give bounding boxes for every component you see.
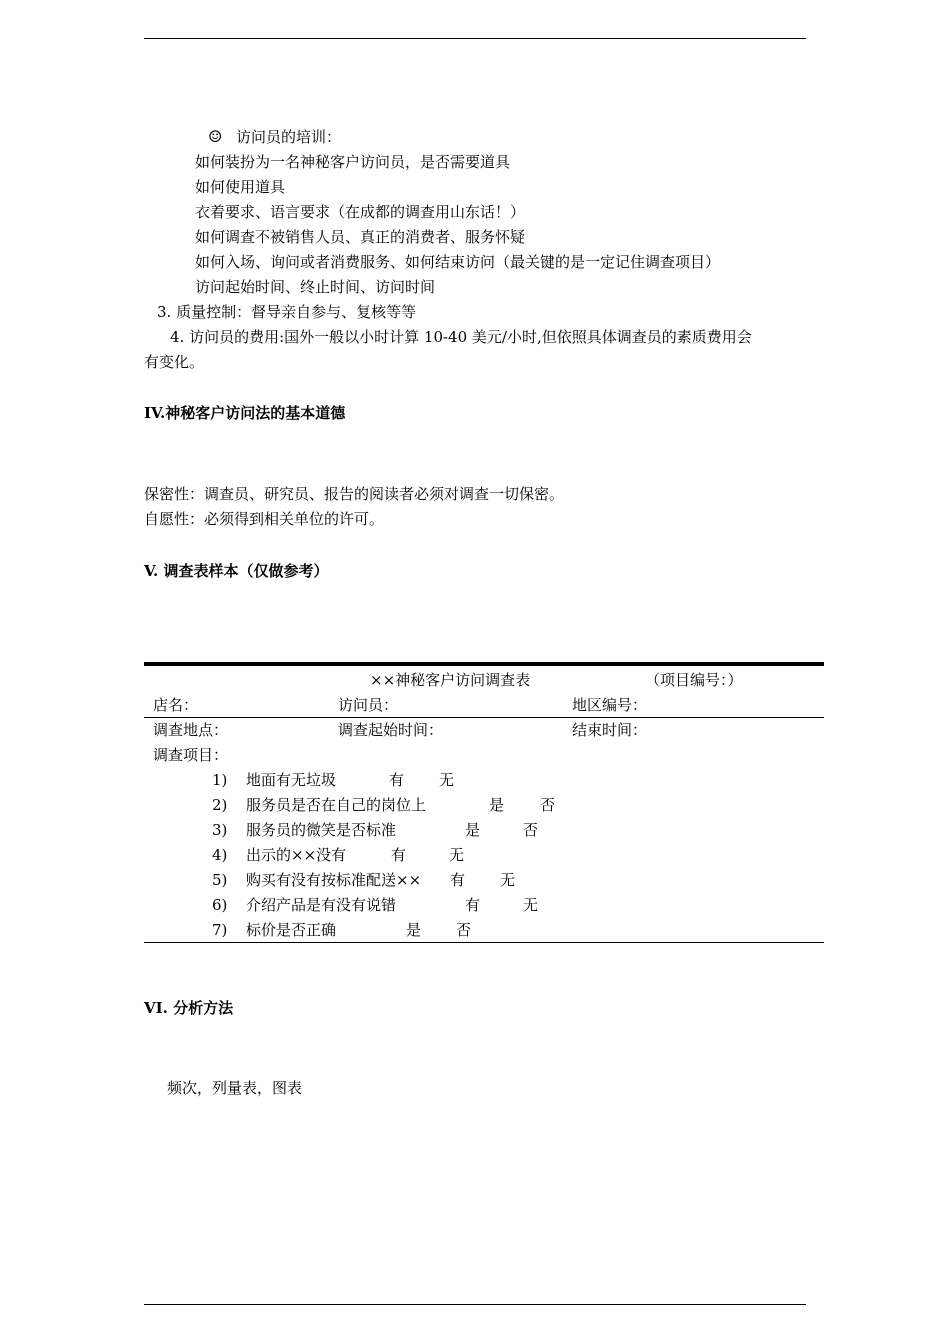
interviewer-label: 访问员： [338, 696, 399, 714]
table-header-rule [144, 717, 824, 718]
item-text: 地面有无垃圾 [246, 771, 337, 789]
item-option-b: 否 [523, 821, 539, 839]
item-num: 4) [212, 846, 228, 864]
footer-rule [144, 1304, 806, 1305]
item-option-b: 无 [449, 846, 465, 864]
section-4-heading: IV.神秘客户访问法的基本道德 [144, 404, 346, 422]
item-num: 2) [212, 796, 228, 814]
item-text: 购买有没有按标准配送×× [246, 871, 422, 889]
item-option-b: 无 [439, 771, 455, 789]
table-title: ××神秘客户访问调查表 [370, 671, 531, 689]
item-num: 5) [212, 871, 228, 889]
item-num: 1) [212, 771, 228, 789]
training-title-line [208, 124, 341, 150]
smiley-icon: ☺ [208, 127, 223, 146]
analysis-methods: 频次，列量表，图表 [167, 1079, 303, 1097]
table-project-no: （项目编号：） [645, 671, 743, 689]
item-option-a: 是 [406, 921, 422, 939]
item-num: 3) [212, 821, 228, 839]
item-text: 服务员的微笑是否标准 [246, 821, 397, 839]
training-item: 访问起始时间、终止时间、访问时间 [195, 278, 436, 296]
item-option-b: 否 [540, 796, 556, 814]
item-num: 6) [212, 896, 228, 914]
training-item: 衣着要求、语言要求（在成都的调查用山东话！） [195, 203, 526, 221]
item-option-b: 无 [500, 871, 516, 889]
section-6-heading: VI. 分析方法 [144, 999, 234, 1017]
item-option-a: 有 [450, 871, 466, 889]
item-option-a: 有 [391, 846, 407, 864]
item-option-a: 是 [465, 821, 481, 839]
item-option-a: 是 [489, 796, 505, 814]
training-item: 如何入场、询问或者消费服务、如何结束访问（最关键的是一定记住调查项目） [195, 253, 721, 271]
training-item: 如何使用道具 [195, 178, 286, 196]
end-time-label: 结束时间： [572, 721, 648, 739]
start-time-label: 调查起始时间： [338, 721, 444, 739]
section-5-heading: V. 调查表样本（仅做参考） [144, 562, 329, 580]
voluntary-line: 自愿性：必须得到相关单位的许可。 [144, 510, 385, 528]
confidentiality-line: 保密性：调查员、研究员、报告的阅读者必须对调查一切保密。 [144, 485, 565, 503]
training-item: 如何调查不被销售人员、真正的消费者、服务怀疑 [195, 228, 526, 246]
item-text: 出示的××没有 [246, 846, 347, 864]
region-label: 地区编号： [572, 696, 648, 714]
table-top-rule [144, 662, 824, 666]
item-text: 介绍产品是有没有说错 [246, 896, 397, 914]
item-option-b: 否 [456, 921, 472, 939]
cost-line-1: 4. 访问员的费用:国外一般以小时计算 10-40 美元/小时,但依照具体调查员的素质费用会 [170, 328, 752, 346]
table-bottom-rule [144, 942, 824, 943]
item-text: 标价是否正确 [246, 921, 337, 939]
item-text: 服务员是否在自己的岗位上 [246, 796, 427, 814]
item-option-b: 无 [523, 896, 539, 914]
training-item: 如何装扮为一名神秘客户访问员，是否需要道具 [195, 153, 511, 171]
item-num: 7) [212, 921, 228, 939]
item-option-a: 有 [465, 896, 481, 914]
store-label: 店名： [153, 696, 199, 714]
items-label: 调查项目： [153, 746, 229, 764]
location-label: 调查地点： [153, 721, 229, 739]
item-option-a: 有 [389, 771, 405, 789]
header-rule [144, 38, 806, 39]
cost-line-2: 有变化。 [144, 353, 205, 371]
training-title: 访问员的培训： [236, 128, 342, 146]
quality-control: 3. 质量控制：督导亲自参与、复核等等 [157, 303, 417, 321]
